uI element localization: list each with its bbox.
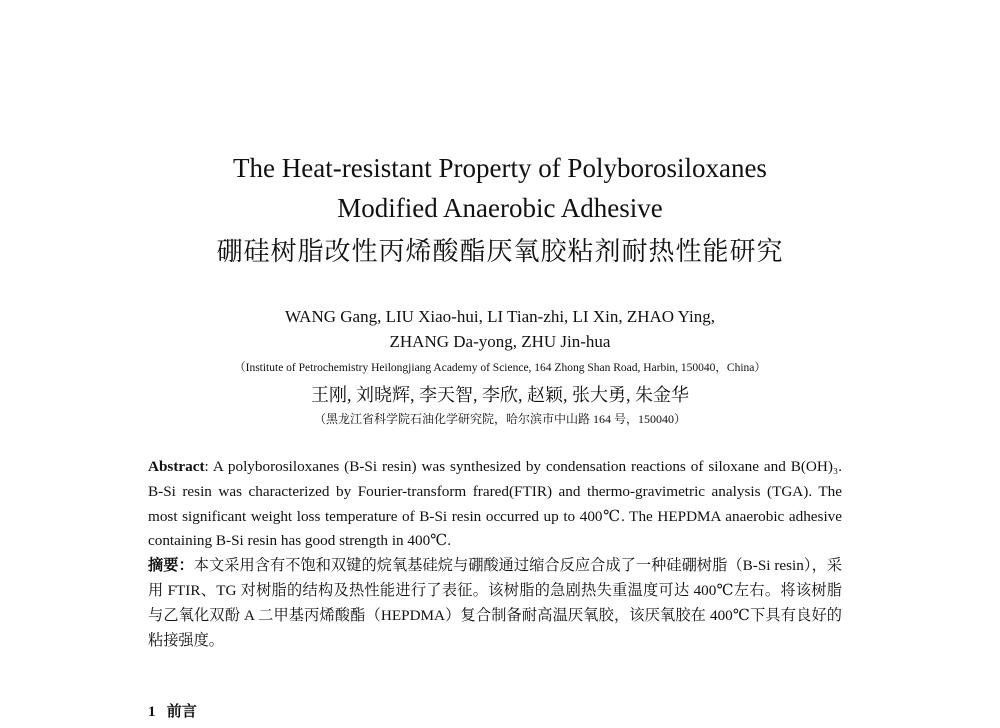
title-en-line1: The Heat-resistant Property of Polyborosiloxanes	[233, 153, 767, 183]
authors-en-line1: WANG Gang, LIU Xiao-hui, LI Tian-zhi, LI Xin, ZHAO Ying,	[285, 307, 715, 326]
section-heading	[148, 700, 197, 721]
abstract-text-cn: 本文采用含有不饱和双键的烷氧基硅烷与硼酸通过缩合反应合成了一种硅硼树脂（B-Si resin），采用 FTIR、TG 对树脂的结构及热性能进行了表征。该树脂的急剧热失重温度可达 400℃左右。将该树脂与乙氧化双酚 A 二甲基丙烯酸酯（HEPDMA）复合制备耐高温厌氧胶，该厌氧胶在 400℃下具有良好的粘接强度。	[148, 557, 843, 649]
abstract-cn	[148, 554, 842, 653]
abstract-text: : A polyborosiloxanes (B-Si resin) was synthesized by condensation reactions of siloxane and B(OH)₃. B-Si resin was characterized by Fourier-transform frared(FTIR) and thermo-gravimetric analysis (TGA). The most significant weight loss temperature of B-Si resin occurred up to 400℃. The HEPDMA anaerobic adhesive containing B-Si resin has good strength in 400℃.	[148, 458, 842, 550]
section-title: 前言	[166, 704, 197, 720]
abstract-en	[148, 455, 842, 554]
affiliation-en: （Institute of Petrochemistry Heilongjiang Academy of Science, 164 Zhong Shan Road, Harbin, 150040，China）	[234, 362, 766, 374]
section-number: 1	[148, 704, 156, 720]
affiliation-cn: （黑龙江省科学院石油化学研究院，哈尔滨市中山路 164 号，150040）	[313, 412, 686, 426]
abstract	[148, 455, 842, 653]
title-cn: 硼硅树脂改性丙烯酸酯厌氧胶粘剂耐热性能研究	[216, 237, 784, 266]
abstract-label-cn: 摘要：	[148, 557, 194, 575]
authors-en-line2: ZHANG Da-yong, ZHU Jin-hua	[389, 332, 611, 351]
title-en-line2: Modified Anaerobic Adhesive	[337, 193, 663, 223]
abstract-label: Abstract	[148, 458, 205, 475]
authors-cn: 王刚, 刘晓辉, 李天智, 李欣, 赵颖, 张大勇, 朱金华	[311, 385, 689, 405]
